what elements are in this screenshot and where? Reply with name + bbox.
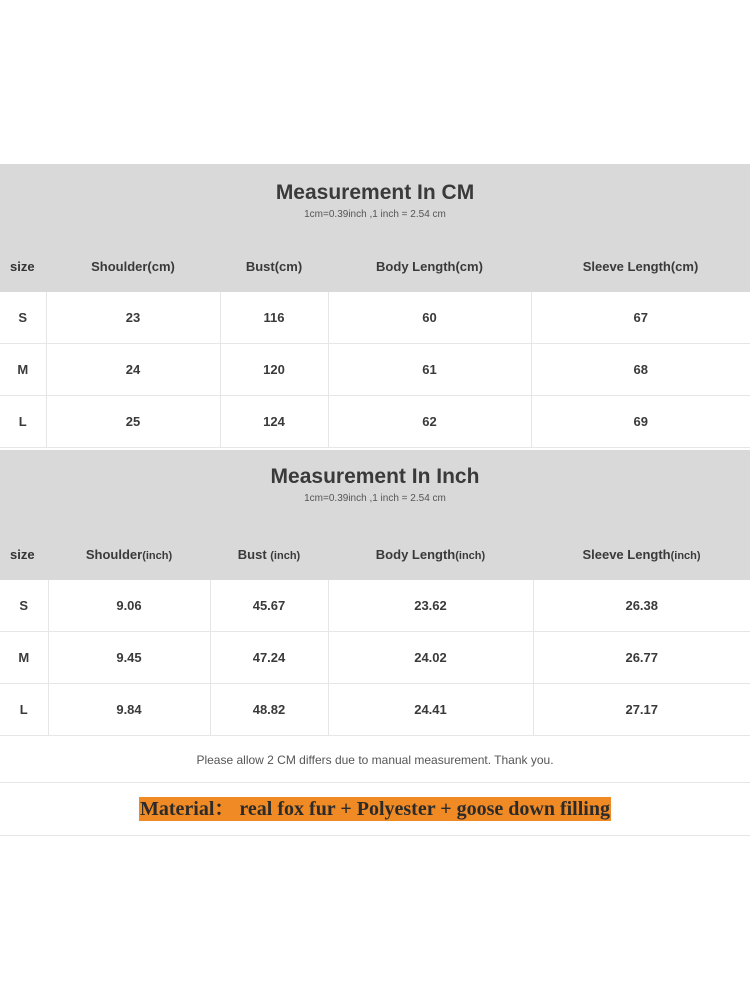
inch-header-sleeve-length: Sleeve Length(inch) bbox=[533, 528, 750, 580]
bust-cell: 47.24 bbox=[210, 632, 328, 684]
table-row bbox=[0, 632, 750, 684]
bust-cell: 45.67 bbox=[210, 580, 328, 632]
cm-title-band bbox=[0, 164, 750, 240]
size-cell: M bbox=[0, 344, 46, 396]
bust-cell: 48.82 bbox=[210, 684, 328, 736]
inch-header-shoulder: Shoulder(inch) bbox=[48, 528, 210, 580]
size-cell: L bbox=[0, 396, 46, 448]
inch-header-bust: Bust (inch) bbox=[210, 528, 328, 580]
shoulder-cell: 9.06 bbox=[48, 580, 210, 632]
body-length-cell: 60 bbox=[328, 292, 531, 344]
measurement-disclaimer bbox=[0, 734, 750, 783]
cm-conversion-note: 1cm=0.39inch ,1 inch = 2.54 cm bbox=[304, 209, 446, 220]
inch-measurement-table bbox=[0, 450, 750, 736]
size-cell: S bbox=[0, 580, 48, 632]
sleeve-length-cell: 68 bbox=[531, 344, 750, 396]
cm-header-body-length: Body Length(cm) bbox=[328, 240, 531, 292]
cm-header-bust: Bust(cm) bbox=[220, 240, 328, 292]
table-row bbox=[0, 344, 750, 396]
material-row bbox=[0, 783, 750, 836]
sleeve-length-cell: 27.17 bbox=[533, 684, 750, 736]
inch-table-title: Measurement In Inch bbox=[270, 465, 480, 488]
material-label: Material： real fox fur + Polyester + goose down filling bbox=[140, 798, 610, 820]
table-row bbox=[0, 396, 750, 448]
shoulder-cell: 25 bbox=[46, 396, 220, 448]
size-cell: L bbox=[0, 684, 48, 736]
table-row bbox=[0, 580, 750, 632]
shoulder-cell: 9.45 bbox=[48, 632, 210, 684]
body-length-cell: 24.02 bbox=[328, 632, 533, 684]
inch-header-body-length: Body Length(inch) bbox=[328, 528, 533, 580]
sleeve-length-cell: 26.77 bbox=[533, 632, 750, 684]
body-length-cell: 24.41 bbox=[328, 684, 533, 736]
bust-cell: 120 bbox=[220, 344, 328, 396]
disclaimer-text: Please allow 2 CM differs due to manual measurement. Thank you. bbox=[196, 753, 554, 767]
sleeve-length-cell: 67 bbox=[531, 292, 750, 344]
body-length-cell: 62 bbox=[328, 396, 531, 448]
inch-title-band bbox=[0, 450, 750, 528]
shoulder-cell: 9.84 bbox=[48, 684, 210, 736]
shoulder-cell: 24 bbox=[46, 344, 220, 396]
table-row bbox=[0, 684, 750, 736]
table-row bbox=[0, 292, 750, 344]
bust-cell: 124 bbox=[220, 396, 328, 448]
inch-header-row bbox=[0, 528, 750, 580]
cm-header-row bbox=[0, 240, 750, 292]
cm-measurement-table bbox=[0, 164, 750, 448]
size-cell: S bbox=[0, 292, 46, 344]
shoulder-cell: 23 bbox=[46, 292, 220, 344]
body-length-cell: 61 bbox=[328, 344, 531, 396]
cm-header-shoulder: Shoulder(cm) bbox=[46, 240, 220, 292]
sleeve-length-cell: 69 bbox=[531, 396, 750, 448]
bust-cell: 116 bbox=[220, 292, 328, 344]
size-cell: M bbox=[0, 632, 48, 684]
inch-conversion-note: 1cm=0.39inch ,1 inch = 2.54 cm bbox=[304, 493, 446, 504]
inch-header-size: size bbox=[0, 528, 48, 580]
sleeve-length-cell: 26.38 bbox=[533, 580, 750, 632]
cm-header-sleeve-length: Sleeve Length(cm) bbox=[531, 240, 750, 292]
cm-table-title: Measurement In CM bbox=[275, 181, 475, 204]
body-length-cell: 23.62 bbox=[328, 580, 533, 632]
cm-header-size: size bbox=[0, 240, 46, 292]
